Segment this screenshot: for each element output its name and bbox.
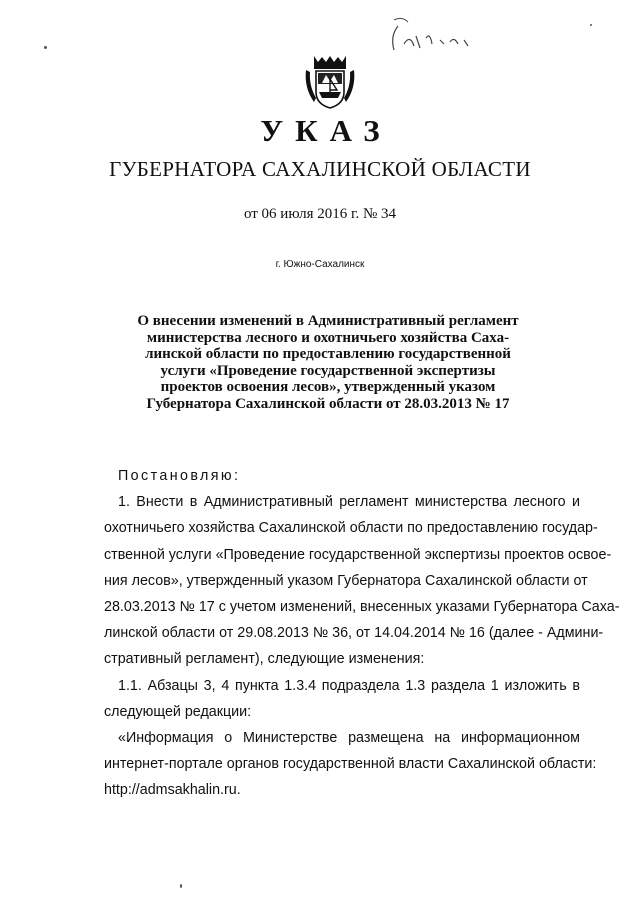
body-line: ния лесов», утвержденный указом Губернатора Сахалинской области от xyxy=(104,572,588,589)
document-date: от 06 июля 2016 г. № 34 xyxy=(243,206,397,222)
document-city: г. Южно-Сахалинск xyxy=(275,259,365,270)
body-line: линской области от 29.08.2013 № 36, от 14.04.2014 № 16 (далее - Админи- xyxy=(104,625,604,642)
document-title: УКАЗ xyxy=(260,113,392,148)
handwritten-mark-icon xyxy=(380,14,490,64)
body-line: стративный регламент), следующие изменения: xyxy=(104,651,425,668)
body-line: 28.03.2013 № 17 с учетом изменений, внесенных указами Губернатора Саха- xyxy=(104,599,620,616)
document-heading xyxy=(120,313,536,412)
heading-line: услуги «Проведение государственной экспертизы xyxy=(160,362,496,379)
scan-speck xyxy=(590,24,592,26)
body-line: охотничьего хозяйства Сахалинской области по предоставлению госудаp- xyxy=(104,520,598,537)
body-line: «Информация о Министерстве размещена на информационном xyxy=(118,730,580,747)
body-line: 1. Внести в Административный регламент министерства лесного и xyxy=(118,494,580,511)
document-subtitle: ГУБЕРНАТОРА САХАЛИНСКОЙ ОБЛАСТИ xyxy=(109,157,531,181)
document-body xyxy=(104,463,620,804)
body-line: следующей редакции: xyxy=(104,703,252,720)
body-line: интернет-портале органов государственной власти Сахалинской области: xyxy=(104,756,597,773)
scan-speck xyxy=(180,884,182,888)
resolve-line: Постановляю: xyxy=(118,468,241,484)
scan-speck xyxy=(44,46,47,49)
heading-line: линской области по предоставлению государственной xyxy=(145,346,511,362)
heading-line: проектов освоения лесов», утвержденный указом xyxy=(160,379,496,395)
body-line: http://admsakhalin.ru. xyxy=(104,782,241,799)
body-line: 1.1. Абзацы 3, 4 пункта 1.3.4 подраздела 1.3 раздела 1 изложить в xyxy=(118,677,580,694)
sakhalin-coat-of-arms-icon xyxy=(304,54,356,110)
heading-line: министерства лесного и охотничьего хозяйства Саха- xyxy=(146,329,510,346)
heading-line: О внесении изменений в Административный регламент xyxy=(137,313,519,329)
body-line: ственной услуги «Проведение государственной экспертизы проектов освое- xyxy=(104,546,612,563)
heading-line: Губернатора Сахалинской области от 28.03.2013 № 17 xyxy=(146,395,510,412)
